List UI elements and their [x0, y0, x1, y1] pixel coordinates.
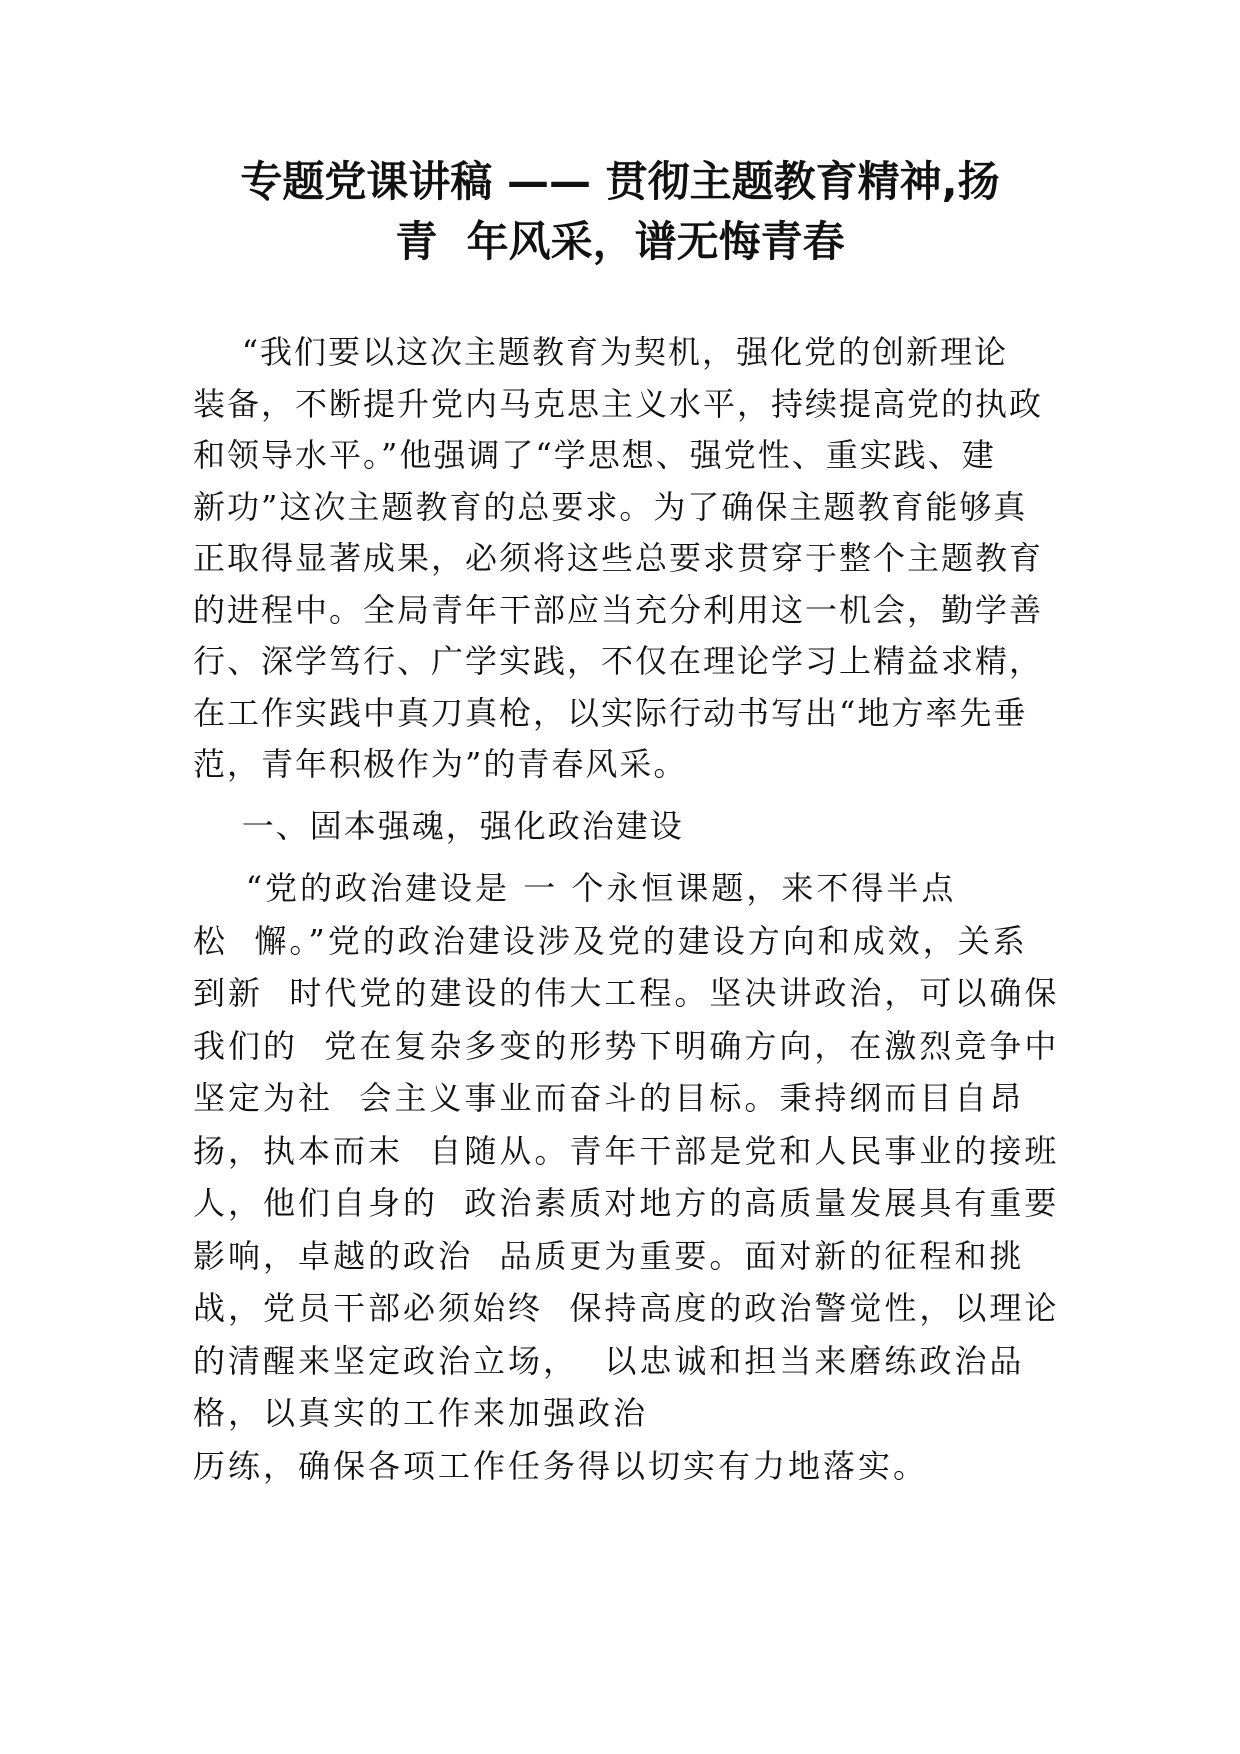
document-body: [193, 327, 1073, 1492]
text-line: “党的政治建设是 一 个永恒课题，来不得半点: [193, 869, 957, 907]
text-line: 的进程中。全局青年干部应当充分利用这一机会，勤学善: [193, 590, 1044, 629]
text-line: “我们要以这次主题教育为契机，强化党的创新理论: [193, 333, 1009, 371]
title-line: 青 年风采，谱无悔青春: [395, 217, 845, 266]
title-line: 专题党课讲稿 —— 贯彻主题教育精神,扬: [240, 157, 1000, 206]
text-line: 战，党员干部必须始终 保持高度的政治警觉性，以理论: [193, 1289, 1060, 1327]
text-line: 范，青年积极作为”的青春风采。: [193, 745, 688, 783]
text-line: 我们的 党在复杂多变的形势下明确方向，在激烈竞争中: [193, 1026, 1060, 1065]
text-line: 到新 时代党的建设的伟大工程。坚决讲政治，可以确保: [193, 974, 1060, 1012]
text-line: 人，他们自身的 政治素质对地方的高质量发展具有重要: [193, 1184, 1060, 1222]
text-line: 和领导水平。”他强调了“学思想、强党性、重实践、建: [193, 436, 996, 474]
paragraph-political-building: [193, 862, 1073, 1492]
text-line: 在工作实践中真刀真枪，以实际行动书写出“地方率先垂: [193, 693, 1028, 732]
text-line: 正取得显著成果，必须将这些总要求贯穿于整个主题教育: [193, 539, 1044, 577]
section-heading-text: 一、固本强魂，强化政治建设: [193, 806, 684, 845]
text-line: 新功”这次主题教育的总要求。为了确保主题教育能够真: [193, 487, 1028, 526]
text-line: 行、深学笃行、广学实践，不仅在理论学习上精益求精，: [193, 642, 1044, 680]
text-line: 松 懈。”党的政治建设涉及党的建设方向和成效，关系: [193, 921, 1028, 960]
text-line: 历练，确保各项工作任务得以切实有力地落实。: [193, 1446, 929, 1485]
text-line: 影响，卓越的政治 品质更为重要。面对新的征程和挑: [193, 1236, 1025, 1275]
text-line: 的清醒来坚定政治立场， 以忠诚和担当来磨练政治品: [193, 1341, 1025, 1380]
document-title: [150, 152, 1090, 272]
section-heading: [193, 801, 1073, 853]
text-line: 格，以真实的工作来加强政治: [193, 1394, 649, 1432]
text-line: 装备，不断提升党内马克思主义水平，持续提高党的执政: [193, 384, 1044, 423]
text-line: 扬，执本而末 自随从。青年干部是党和人民事业的接班: [193, 1131, 1060, 1170]
text-line: 坚定为社 会主义事业而奋斗的目标。秉持纲而目自昂: [193, 1079, 1025, 1117]
paragraph-intro: [193, 327, 1073, 791]
